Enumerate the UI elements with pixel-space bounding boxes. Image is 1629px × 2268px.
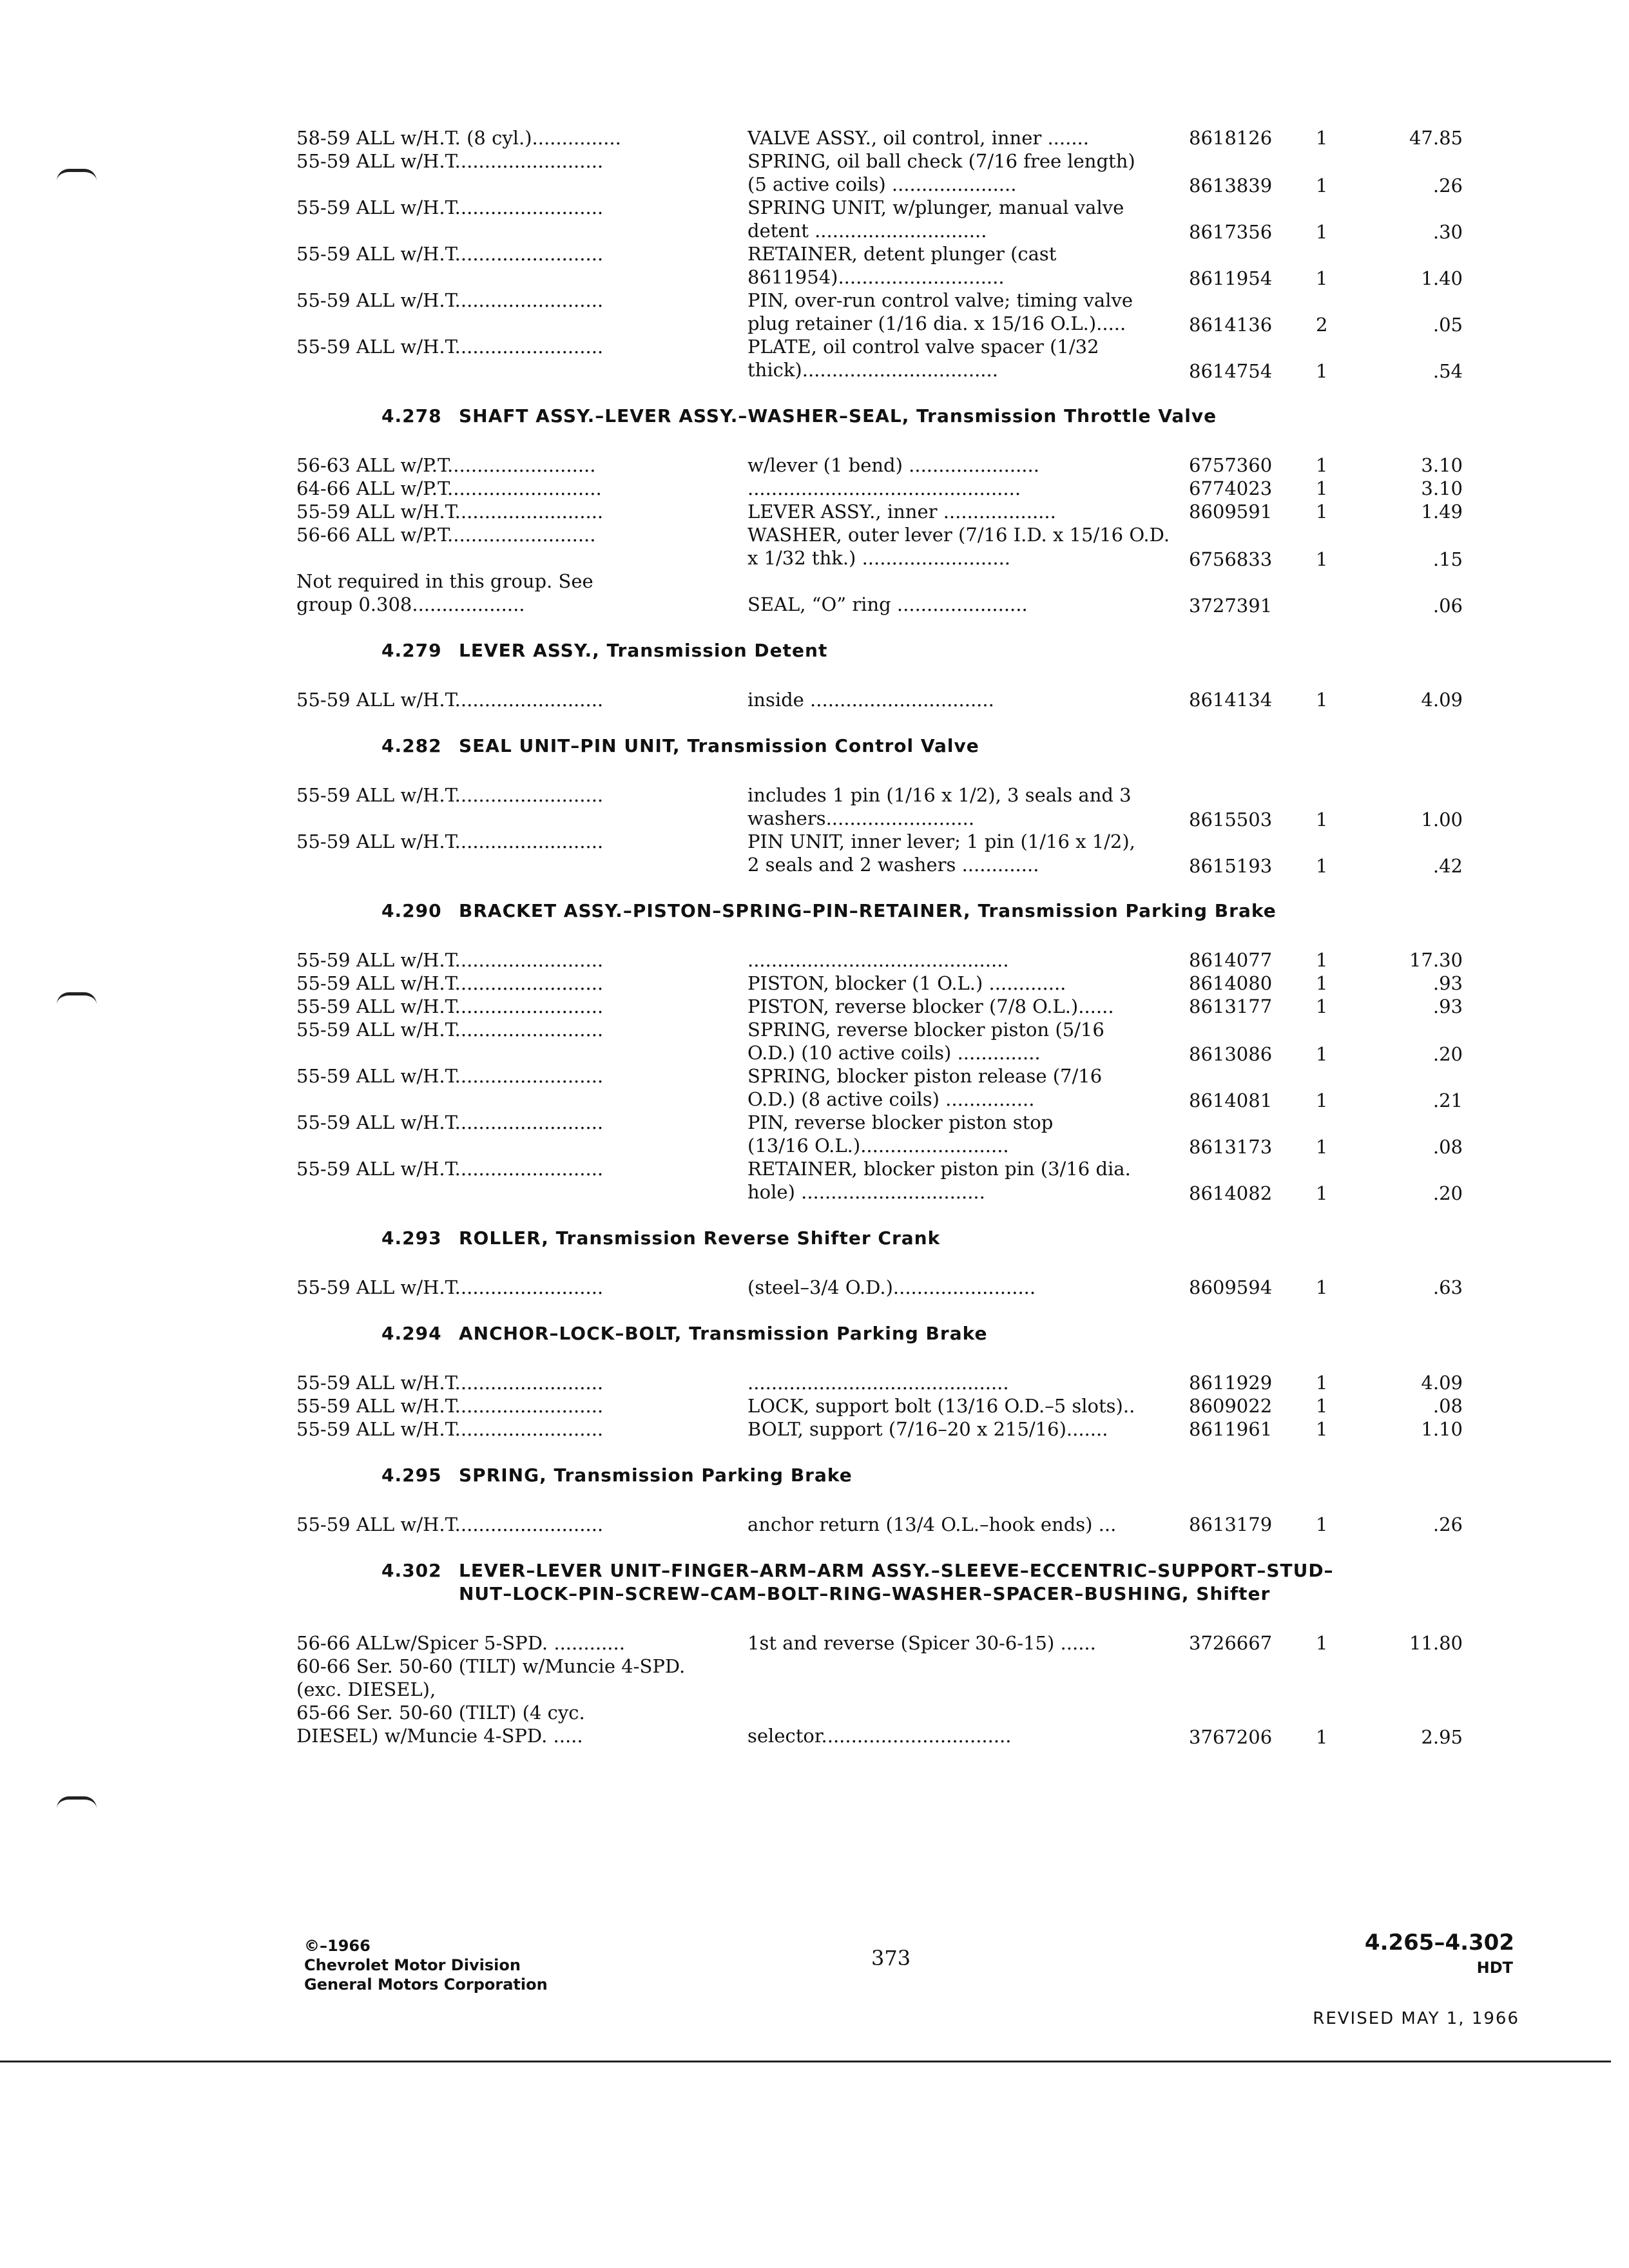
group-heading: [381, 735, 1348, 758]
quantity: 1: [1316, 1136, 1328, 1158]
part-number: 8614077: [1189, 949, 1273, 971]
parts-table-row: [296, 289, 1534, 335]
group-title: ANCHOR–LOCK–BOLT, Transmission Parking Brake: [459, 1323, 988, 1344]
description-line: ............................................: [747, 1372, 1009, 1394]
description-line: ............................................: [747, 949, 1009, 971]
description-line: anchor return (13/4 O.L.–hook ends) ...: [747, 1514, 1117, 1535]
group-heading: [381, 405, 1348, 428]
application-line: 65-66 Ser. 50-60 (TILT) (4 cyc.: [296, 1702, 585, 1724]
application-cell: [296, 196, 735, 219]
price: 47.85: [1409, 127, 1463, 149]
description-line: [747, 570, 1463, 593]
group-title: ROLLER, Transmission Reverse Shifter Crank: [459, 1227, 941, 1249]
group-number: 4.282: [381, 735, 442, 756]
application-cell: [296, 1418, 735, 1441]
parts-table-row: [296, 783, 1534, 830]
group-title: SPRING, Transmission Parking Brake: [459, 1465, 853, 1486]
quantity: 1: [1316, 1372, 1328, 1394]
price: .93: [1432, 972, 1463, 994]
part-number: 8611961: [1189, 1418, 1273, 1440]
application-text: 55-59 ALL w/H.T.........................: [296, 1276, 604, 1298]
part-number: 8614080: [1189, 972, 1273, 994]
description-cell: [747, 1018, 1463, 1064]
parts-table-row: [296, 1394, 1534, 1418]
quantity: 1: [1316, 267, 1328, 289]
part-number: 8614081: [1189, 1090, 1273, 1111]
quantity: 1: [1316, 855, 1328, 877]
description-line: SPRING, reverse blocker piston (5/16: [747, 1019, 1104, 1041]
price: .26: [1432, 175, 1463, 197]
application-cell: [296, 335, 735, 358]
description-line: RETAINER, detent plunger (cast: [747, 243, 1057, 265]
application-cell: [296, 1371, 735, 1394]
part-number: 8609591: [1189, 501, 1273, 523]
description-line: 1st and reverse (Spicer 30-6-15) ......: [747, 1632, 1096, 1654]
copyright: ©–1966: [304, 1937, 371, 1955]
parts-table-row: [296, 570, 1534, 616]
parts-table-row: [296, 1064, 1534, 1111]
description-line: [747, 1655, 1463, 1678]
description-line: O.D.) (10 active coils) ..............: [747, 1042, 1041, 1064]
application-cell: [296, 500, 735, 523]
price: .06: [1432, 595, 1463, 617]
group-title: SEAL UNIT–PIN UNIT, Transmission Control Valve: [459, 735, 979, 756]
group-number: 4.293: [381, 1227, 442, 1249]
application-text: 55-59 ALL w/H.T.........................: [296, 197, 604, 218]
description-cell: [747, 149, 1463, 196]
parts-table-row: [296, 688, 1534, 711]
application-cell: [296, 1701, 735, 1747]
parts-table-row: [296, 335, 1534, 381]
parts-table-row: [296, 1513, 1534, 1536]
price: .08: [1432, 1136, 1463, 1158]
group-number: 4.295: [381, 1465, 442, 1486]
part-number: 8611954: [1189, 267, 1273, 289]
quantity: 1: [1316, 949, 1328, 971]
description-line: (13/16 O.L.).........................: [747, 1135, 1009, 1157]
description-line: LEVER ASSY., inner ...................: [747, 501, 1056, 523]
part-number: 8617356: [1189, 221, 1273, 243]
quantity: 1: [1316, 221, 1328, 243]
parts-table-row: [296, 126, 1534, 149]
description-cell: [747, 454, 1463, 477]
description-line: ..............................................: [747, 477, 1021, 499]
parts-table-row: [296, 1371, 1534, 1394]
description-cell: [747, 1394, 1463, 1418]
description-line: selector................................: [747, 1725, 1012, 1747]
application-text: 55-59 ALL w/H.T.........................: [296, 501, 604, 523]
group-heading: [381, 899, 1348, 923]
section-code: HDT: [1476, 1959, 1513, 1977]
revised-date: REVISED MAY 1, 1966: [1313, 2009, 1519, 2028]
quantity: 2: [1316, 314, 1328, 336]
price: .21: [1432, 1090, 1463, 1111]
description-line: PISTON, blocker (1 O.L.) .............: [747, 972, 1066, 994]
description-cell: [747, 570, 1463, 616]
application-cell: [296, 454, 735, 477]
description-line: plug retainer (1/16 dia. x 15/16 O.L.).....: [747, 312, 1126, 334]
description-line: hole) ...............................: [747, 1181, 985, 1203]
application-text: 55-59 ALL w/H.T.........................: [296, 831, 604, 852]
description-line: inside ...............................: [747, 689, 994, 711]
description-line: PIN, over-run control valve; timing valve: [747, 289, 1133, 311]
quantity: 1: [1316, 1276, 1328, 1298]
application-cell: [296, 995, 735, 1018]
part-number: 8613173: [1189, 1136, 1273, 1158]
application-text: 55-59 ALL w/H.T.........................: [296, 1019, 604, 1041]
description-line: O.D.) (8 active coils) ...............: [747, 1088, 1035, 1110]
price: .05: [1432, 314, 1463, 336]
application-cell: [296, 1157, 735, 1180]
quantity: 1: [1316, 1090, 1328, 1111]
description-cell: [747, 335, 1463, 381]
parts-table-row: [296, 972, 1534, 995]
description-line: [747, 1701, 1463, 1724]
application-text: 55-59 ALL w/H.T.........................: [296, 1065, 604, 1087]
price: .20: [1432, 1043, 1463, 1065]
quantity: 1: [1316, 972, 1328, 994]
part-number: 8615193: [1189, 855, 1273, 877]
description-cell: [747, 1418, 1463, 1441]
quantity: 1: [1316, 360, 1328, 382]
binder-hole-mark: [57, 1796, 97, 1809]
part-number: 3727391: [1189, 595, 1273, 617]
group-number: 4.279: [381, 640, 442, 661]
application-text: 55-59 ALL w/H.T.........................: [296, 1395, 604, 1417]
description-cell: [747, 1631, 1463, 1655]
price: 1.49: [1421, 501, 1463, 523]
description-cell: [747, 972, 1463, 995]
binder-hole-mark: [57, 169, 97, 181]
part-number: 8613179: [1189, 1514, 1273, 1535]
price: 4.09: [1421, 689, 1463, 711]
application-text: 58-59 ALL w/H.T. (8 cyl.)...............: [296, 127, 621, 149]
group-number: 4.290: [381, 900, 442, 921]
description-line: RETAINER, blocker piston pin (3/16 dia.: [747, 1158, 1131, 1180]
price: 11.80: [1409, 1632, 1463, 1654]
part-number: 6756833: [1189, 548, 1273, 570]
application-cell: [296, 242, 735, 265]
application-text: 55-59 ALL w/H.T.........................: [296, 689, 604, 711]
application-text: 55-59 ALL w/H.T.........................: [296, 1418, 604, 1440]
description-cell: [747, 1111, 1463, 1157]
description-line: PISTON, reverse blocker (7/8 O.L.)......: [747, 995, 1114, 1017]
description-cell: [747, 1276, 1463, 1299]
parts-table-row: [296, 242, 1534, 289]
parts-table-row: [296, 1157, 1534, 1204]
group-heading: [381, 639, 1348, 662]
application-cell: [296, 1064, 735, 1088]
group-number: 4.278: [381, 405, 442, 427]
quantity: 1: [1316, 1726, 1328, 1748]
application-text: 55-59 ALL w/H.T.........................: [296, 289, 604, 311]
quantity: 1: [1316, 1632, 1328, 1654]
quantity: 1: [1316, 175, 1328, 197]
price: .15: [1432, 548, 1463, 570]
parts-table-row: [296, 1655, 1534, 1701]
parts-table-row: [296, 995, 1534, 1018]
application-line: DIESEL) w/Muncie 4-SPD. .....: [296, 1725, 583, 1747]
parts-table-row: [296, 477, 1534, 500]
application-text: 55-59 ALL w/H.T.........................: [296, 972, 604, 994]
price: .08: [1432, 1395, 1463, 1417]
price: 17.30: [1409, 949, 1463, 971]
description-line: SEAL, “O” ring ......................: [747, 593, 1028, 615]
application-cell: [296, 972, 735, 995]
quantity: 1: [1316, 1514, 1328, 1535]
binder-hole-mark: [57, 992, 97, 1004]
description-line: x 1/32 thk.) .........................: [747, 547, 1011, 569]
group-number: 4.302: [381, 1560, 442, 1581]
price: 1.00: [1421, 809, 1463, 831]
application-text: 55-59 ALL w/H.T.........................: [296, 243, 604, 265]
price: 2.95: [1421, 1726, 1463, 1748]
publisher-block: [304, 1936, 548, 1994]
application-text: 55-59 ALL w/H.T.........................: [296, 336, 604, 358]
description-line: PIN, reverse blocker piston stop: [747, 1111, 1054, 1133]
description-cell: [747, 1064, 1463, 1111]
group-title: SHAFT ASSY.–LEVER ASSY.–WASHER–SEAL, Transmission Throttle Valve: [459, 405, 1217, 427]
section-range: 4.265–4.302: [1364, 1930, 1514, 1956]
group-heading: [381, 1464, 1348, 1487]
part-number: 8614082: [1189, 1182, 1273, 1204]
parts-table-row: [296, 1276, 1534, 1299]
description-line: w/lever (1 bend) ......................: [747, 454, 1039, 476]
application-line: group 0.308...................: [296, 593, 525, 615]
price: 1.40: [1421, 267, 1463, 289]
description-cell: [747, 995, 1463, 1018]
price: .30: [1432, 221, 1463, 243]
parts-catalog-content: [296, 126, 1534, 1747]
part-number: 8613177: [1189, 995, 1273, 1017]
parts-table-row: [296, 1631, 1534, 1655]
parts-table-row: [296, 948, 1534, 972]
group-number: 4.294: [381, 1323, 442, 1344]
application-line: (exc. DIESEL),: [296, 1678, 436, 1700]
parts-table-row: [296, 1418, 1534, 1441]
description-line: (steel–3/4 O.D.)........................: [747, 1276, 1036, 1298]
application-cell: [296, 149, 735, 173]
price: 3.10: [1421, 454, 1463, 476]
price: .54: [1432, 360, 1463, 382]
description-cell: [747, 242, 1463, 289]
quantity: 1: [1316, 1182, 1328, 1204]
application-cell: [296, 948, 735, 972]
application-cell: [296, 1513, 735, 1536]
corporation: General Motors Corporation: [304, 1975, 548, 1994]
description-line: LOCK, support bolt (13/16 O.D.–5 slots)..: [747, 1395, 1135, 1417]
description-line: thick).................................: [747, 359, 998, 381]
quantity: 1: [1316, 995, 1328, 1017]
description-cell: [747, 830, 1463, 876]
group-title: LEVER–LEVER UNIT–FINGER–ARM–ARM ASSY.–SLEEVE–ECCENTRIC–SUPPORT–STUD–NUT–LOCK–PIN–SCREW–CAM–BOLT–RING–WASHER–SPACER–BUSHING, Shifter: [459, 1560, 1334, 1604]
application-text: 55-59 ALL w/H.T.........................: [296, 1111, 604, 1133]
application-cell: [296, 783, 735, 807]
part-number: 8609594: [1189, 1276, 1273, 1298]
part-number: 8618126: [1189, 127, 1273, 149]
price: .26: [1432, 1514, 1463, 1535]
part-number: 8613086: [1189, 1043, 1273, 1065]
part-number: 8609022: [1189, 1395, 1273, 1417]
part-number: 8613839: [1189, 175, 1273, 197]
description-line: (5 active coils) .....................: [747, 173, 1017, 195]
price: 4.09: [1421, 1372, 1463, 1394]
quantity: 1: [1316, 477, 1328, 499]
quantity: 1: [1316, 809, 1328, 831]
price: .20: [1432, 1182, 1463, 1204]
application-text: 55-59 ALL w/H.T.........................: [296, 1158, 604, 1180]
page-number: 373: [871, 1946, 911, 1970]
application-cell: [296, 523, 735, 546]
description-cell: [747, 783, 1463, 830]
description-line: washers.........................: [747, 807, 975, 829]
parts-table-row: [296, 1018, 1534, 1064]
description-cell: [747, 196, 1463, 242]
quantity: 1: [1316, 454, 1328, 476]
application-text: 55-59 ALL w/H.T.........................: [296, 1372, 604, 1394]
application-cell: [296, 1018, 735, 1041]
description-cell: [747, 126, 1463, 149]
description-cell: [747, 1655, 1463, 1701]
application-cell: [296, 1111, 735, 1134]
application-cell: [296, 688, 735, 711]
description-line: includes 1 pin (1/16 x 1/2), 3 seals and 3: [747, 784, 1132, 806]
quantity: 1: [1316, 1395, 1328, 1417]
description-cell: [747, 1371, 1463, 1394]
description-line: 8611954)............................: [747, 266, 1005, 288]
price: .93: [1432, 995, 1463, 1017]
application-line: Not required in this group. See: [296, 570, 593, 592]
parts-table-row: [296, 830, 1534, 876]
quantity: 1: [1316, 1043, 1328, 1065]
group-heading: [381, 1322, 1348, 1345]
description-cell: [747, 289, 1463, 335]
description-line: WASHER, outer lever (7/16 I.D. x 15/16 O.D.: [747, 524, 1170, 546]
description-cell: [747, 477, 1463, 500]
part-number: 8614134: [1189, 689, 1273, 711]
quantity: 1: [1316, 127, 1328, 149]
part-number: 6774023: [1189, 477, 1273, 499]
description-line: SPRING, oil ball check (7/16 free length): [747, 150, 1135, 172]
application-cell: [296, 570, 735, 616]
description-cell: [747, 1701, 1463, 1747]
parts-table-row: [296, 149, 1534, 196]
price: 1.10: [1421, 1418, 1463, 1440]
division: Chevrolet Motor Division: [304, 1956, 521, 1974]
application-text: 55-59 ALL w/H.T.........................: [296, 949, 604, 971]
price: .42: [1432, 855, 1463, 877]
parts-table-row: [296, 1111, 1534, 1157]
part-number: 8611929: [1189, 1372, 1273, 1394]
parts-table-row: [296, 454, 1534, 477]
application-text: 55-59 ALL w/H.T.........................: [296, 1514, 604, 1535]
group-heading: [381, 1227, 1348, 1250]
description-line: SPRING UNIT, w/plunger, manual valve: [747, 197, 1124, 218]
application-text: 55-59 ALL w/H.T.........................: [296, 784, 604, 806]
application-cell: [296, 1631, 735, 1655]
description-line: PIN UNIT, inner lever; 1 pin (1/16 x 1/2),: [747, 831, 1135, 852]
part-number: 3726667: [1189, 1632, 1273, 1654]
description-cell: [747, 1157, 1463, 1204]
application-text: 56-63 ALL w/P.T.........................: [296, 454, 596, 476]
application-cell: [296, 1655, 735, 1701]
application-cell: [296, 126, 735, 149]
application-cell: [296, 477, 735, 500]
parts-table-row: [296, 196, 1534, 242]
price: .63: [1432, 1276, 1463, 1298]
group-title: BRACKET ASSY.–PISTON–SPRING–PIN–RETAINER, Transmission Parking Brake: [459, 900, 1277, 921]
part-number: 6757360: [1189, 454, 1273, 476]
description-line: PLATE, oil control valve spacer (1/32: [747, 336, 1099, 358]
description-line: VALVE ASSY., oil control, inner .......: [747, 127, 1089, 149]
application-text: 56-66 ALL w/P.T.........................: [296, 524, 596, 546]
description-cell: [747, 948, 1463, 972]
description-line: detent .............................: [747, 220, 987, 242]
application-cell: [296, 830, 735, 853]
application-cell: [296, 289, 735, 312]
quantity: 1: [1316, 1418, 1328, 1440]
application-cell: [296, 1394, 735, 1418]
parts-table-row: [296, 523, 1534, 570]
description-cell: [747, 523, 1463, 570]
application-text: 55-59 ALL w/H.T.........................: [296, 150, 604, 172]
quantity: 1: [1316, 548, 1328, 570]
application-text: 64-66 ALL w/P.T..........................: [296, 477, 602, 499]
group-heading: [381, 1559, 1348, 1606]
part-number: 8615503: [1189, 809, 1273, 831]
description-line: SPRING, blocker piston release (7/16: [747, 1065, 1103, 1087]
price: 3.10: [1421, 477, 1463, 499]
description-line: 2 seals and 2 washers .............: [747, 854, 1039, 876]
parts-table-row: [296, 500, 1534, 523]
part-number: 8614136: [1189, 314, 1273, 336]
description-cell: [747, 1513, 1463, 1536]
quantity: 1: [1316, 689, 1328, 711]
bottom-rule: [0, 2061, 1611, 2062]
quantity: 1: [1316, 501, 1328, 523]
application-line: 60-66 Ser. 50-60 (TILT) w/Muncie 4-SPD.: [296, 1655, 686, 1677]
part-number: 3767206: [1189, 1726, 1273, 1748]
description-cell: [747, 688, 1463, 711]
group-title: LEVER ASSY., Transmission Detent: [459, 640, 828, 661]
application-cell: [296, 1276, 735, 1299]
description-cell: [747, 500, 1463, 523]
description-line: [747, 1678, 1463, 1701]
description-line: BOLT, support (7/16–20 x 215/16).......: [747, 1418, 1108, 1440]
parts-table-row: [296, 1701, 1534, 1747]
part-number: 8614754: [1189, 360, 1273, 382]
application-text: 55-59 ALL w/H.T.........................: [296, 995, 604, 1017]
application-text: 56-66 ALLw/Spicer 5-SPD. ............: [296, 1632, 625, 1654]
